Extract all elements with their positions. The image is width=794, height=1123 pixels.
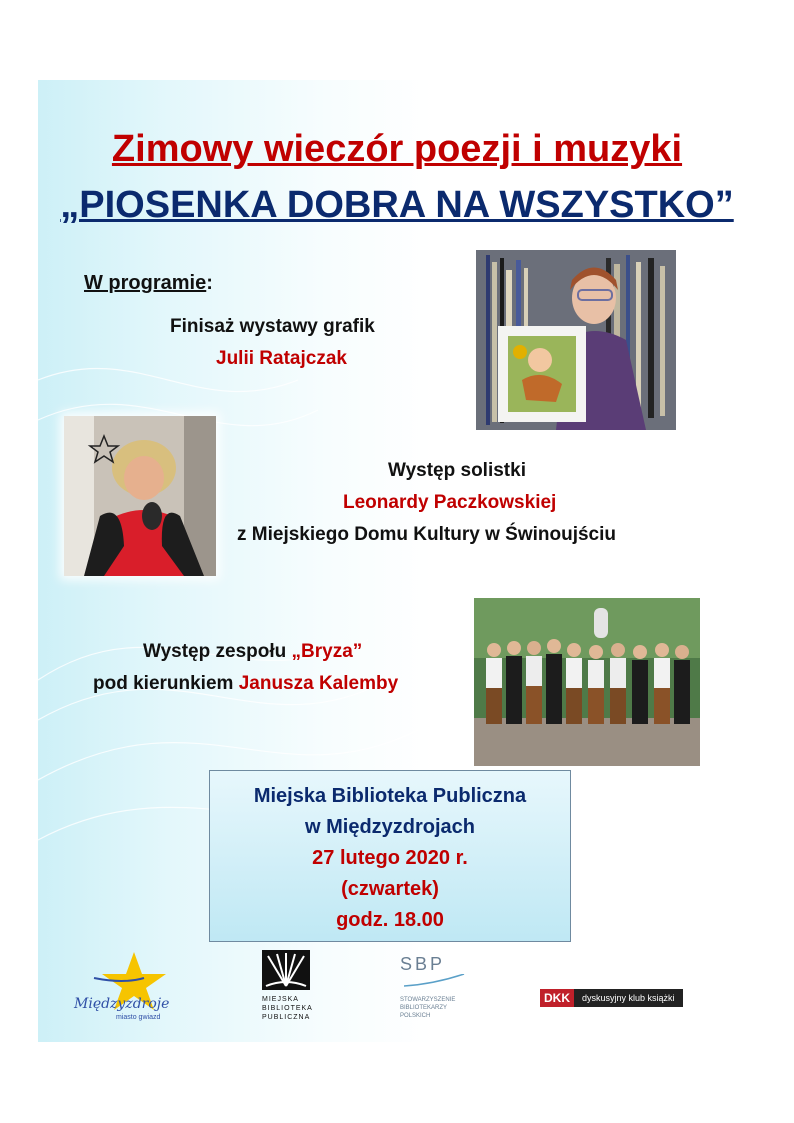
dkk-mark: DKK (540, 989, 574, 1007)
dkk-text: dyskusyjny klub książki (574, 989, 683, 1007)
library-logo-line1: MIEJSKA (262, 996, 299, 1003)
venue-city: w Międzyzdrojach (304, 816, 476, 838)
sbp-line2: BIBLIOTEKARZY (400, 1005, 448, 1011)
photo-artist-with-artwork (476, 250, 676, 430)
event-weekday: (czwartek) (341, 878, 439, 900)
dkk-logo (540, 989, 683, 1007)
program-item-1-title: Finisaż wystawy grafik (170, 316, 375, 337)
event-info-box (209, 770, 571, 942)
book-sunburst-icon (262, 950, 310, 990)
sbp-line3: POLSKICH (400, 1013, 431, 1019)
sbp-logo (400, 954, 490, 1024)
program-item-2-artist: Leonardy Paczkowskiej (343, 492, 557, 513)
miedzyzdroje-tagline: miasto gwiazd (116, 1014, 161, 1021)
program-item-2-title: Występ solistki (388, 460, 526, 481)
venue-name: Miejska Biblioteka Publiczna (253, 785, 527, 807)
event-time: godz. 18.00 (336, 909, 444, 931)
event-subtitle: „PIOSENKA DOBRA NA WSZYSTKO” (60, 184, 734, 226)
photo-choir-group (474, 598, 700, 766)
sbp-line1: STOWARZYSZENIE (400, 997, 456, 1003)
library-logo-line2: BIBLIOTEKA (262, 1005, 313, 1012)
photo-soloist (64, 416, 216, 576)
event-title: Zimowy wieczór poezji i muzyki (111, 128, 683, 170)
event-date: 27 lutego 2020 r. (312, 847, 468, 869)
miedzyzdroje-name: Międzyzdroje (74, 996, 170, 1012)
sbp-swoosh-icon (404, 974, 474, 988)
band-name: „Bryza” (291, 641, 363, 662)
miedzyzdroje-logo (74, 948, 186, 1024)
program-heading: W programie: (84, 272, 213, 294)
star-logo-icon (74, 948, 186, 1024)
leader-name: Janusza Kalemby (238, 673, 399, 694)
library-logo-line3: PUBLICZNA (262, 1014, 311, 1021)
program-item-2-origin: z Miejskiego Domu Kultury w Świnoujściu (237, 524, 616, 545)
library-logo (262, 950, 314, 1030)
program-item-3-leader: pod kierunkiem Janusza Kalemby (93, 673, 399, 694)
program-item-3-title: Występ zespołu „Bryza” (143, 641, 363, 662)
sbp-mark: SBP (400, 954, 446, 974)
program-item-1-artist: Julii Ratajczak (216, 348, 347, 369)
